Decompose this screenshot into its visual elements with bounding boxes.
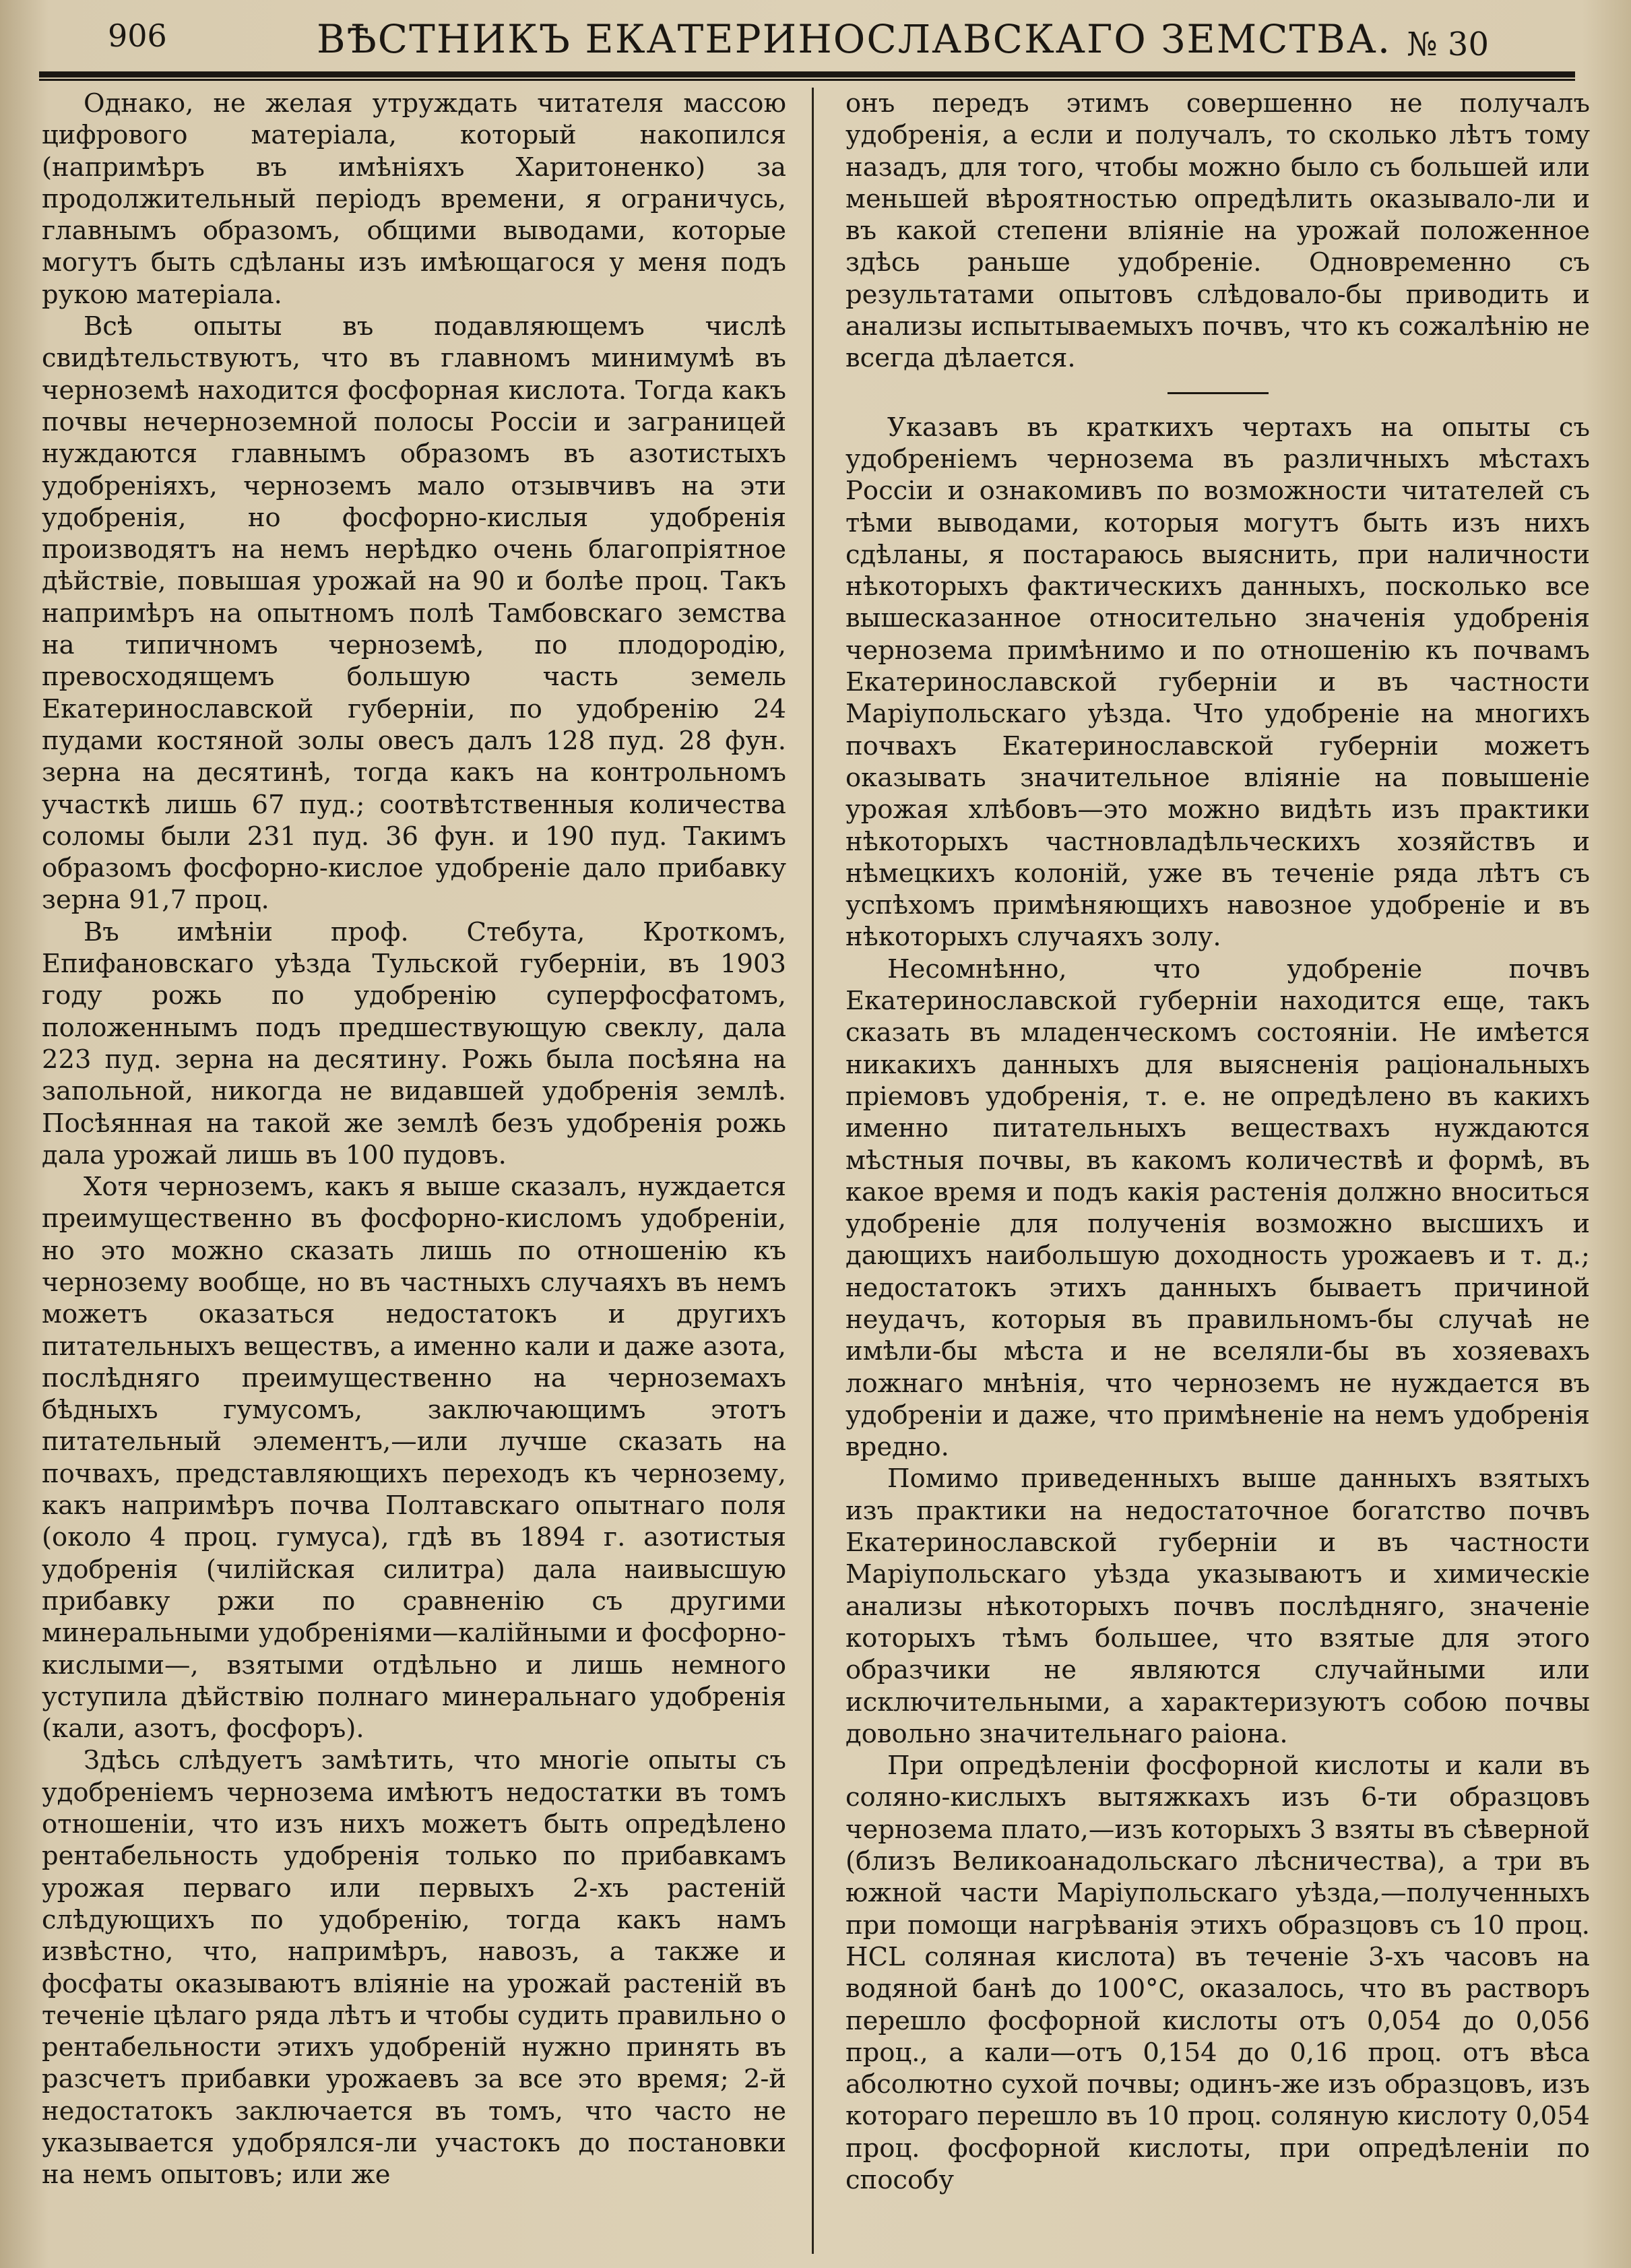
paragraph: Однако, не желая утруждать читателя массою цифрового матеріала, который накопился (напримѣръ въ имѣніяхъ Харитоненко) за продолжительный періодъ времени, я ограничусь, главнымъ образомъ, общими выводами, которые могутъ быть сдѣланы изъ имѣющагося у меня подъ рукою матеріала. <box>42 88 786 310</box>
paragraph: Здѣсь слѣдуетъ замѣтить, что многіе опыты съ удобреніемъ чернозема имѣютъ недостатки въ томъ отношеніи, что изъ нихъ можетъ быть опредѣлено рентабельность удобренія только по прибавкамъ урожая перваго или первыхъ 2-хъ растеній слѣдующихъ по удобренію, тогда какъ намъ извѣстно, что, напримѣръ, навозъ, а также и фосфаты оказываютъ вліяніе на урожай растеній въ теченіе цѣлаго ряда лѣтъ и чтобы судить правильно о рентабельности этихъ удобреній нужно принять въ разсчетъ прибавки урожаевъ за все это время; 2-й недостатокъ заключается въ томъ, что часто не указывается удобрялся-ли участокъ до постановки на немъ опытовъ; или же <box>42 1745 786 2191</box>
page-number: 906 <box>108 18 167 54</box>
right-column <box>845 88 1590 2254</box>
paragraph: Несомнѣнно, что удобреніе почвъ Екатеринославской губерніи находится еще, такъ сказать въ младенческомъ состояніи. Не имѣется никакихъ данныхъ для выясненія раціональныхъ пріемовъ удобренія, т. е. не опредѣлено въ какихъ именно питательныхъ веществахъ нуждаются мѣстныя почвы, въ какомъ количествѣ и формѣ, въ какое время и подъ какія растенія должно вноситься удобреніе для полученія возможно высшихъ и дающихъ наибольшую доходность урожаевъ и т. д.; недостатокъ этихъ данныхъ бываетъ причиной неудачъ, которыя въ правильномъ-бы случаѣ не имѣли-бы мѣста и не вселяли-бы въ хозяевахъ ложнаго мнѣнія, что черноземъ не нуждается въ удобреніи и даже, что примѣненіе на немъ удобренія вредно. <box>845 953 1590 1463</box>
journal-title: ВѢСТНИКЪ ЕКАТЕРИНОСЛАВСКАГО ЗЕМСТВА. <box>317 16 1392 62</box>
paragraph: Помимо приведенныхъ выше данныхъ взятыхъ изъ практики на недостаточное богатство почвъ Екатеринославской губерніи и въ частности Маріупольскаго уѣзда указываютъ и химическіе анализы нѣкоторыхъ почвъ послѣдняго, значеніе которыхъ тѣмъ большее, что взятые для этого образчики не являются случайными или исключительными, а характеризуютъ собою почвы довольно значительнаго раіона. <box>845 1463 1590 1749</box>
left-column <box>42 88 786 2254</box>
paragraph: Всѣ опыты въ подавляющемъ числѣ свидѣтельствуютъ, что въ главномъ минимумѣ въ черноземѣ находится фосфорная кислота. Тогда какъ почвы нечерноземной полосы Россіи и заграницей нуждаются главнымъ образомъ въ азотистыхъ удобреніяхъ, черноземъ мало отзывчивъ на эти удобренія, но фосфорно-кислыя удобренія производятъ на немъ нерѣдко очень благопріятное дѣйствіе, повышая урожай на 90 и болѣе проц. Такъ напримѣръ на опытномъ полѣ Тамбовскаго земства на типичномъ черноземѣ, по плодородію, превосходящемъ большую часть земель Екатеринославской губерніи, по удобренію 24 пудами костяной золы овесъ далъ 128 пуд. 28 фун. зерна на десятинѣ, тогда какъ на контрольномъ участкѣ лишь 67 пуд.; соотвѣтственныя количества соломы были 231 пуд. 36 фун. и 190 пуд. Такимъ образомъ фосфорно-кислое удобреніе дало прибавку зерна 91,7 проц. <box>42 311 786 916</box>
paragraph: Въ имѣніи проф. Стебута, Кроткомъ, Епифановскаго уѣзда Тульской губерніи, въ 1903 году рожь по удобренію суперфосфатомъ, положеннымъ подъ предшествующую свеклу, дала 223 пуд. зерна на десятину. Рожь была посѣяна на запольной, никогда не видавшей удобренія землѣ. Посѣянная на такой же землѣ безъ удобренія рожь дала урожай лишь въ 100 пудовъ. <box>42 916 786 1170</box>
issue-number: № 30 <box>1407 26 1489 63</box>
paragraph: Указавъ въ краткихъ чертахъ на опыты съ удобреніемъ чернозема въ различныхъ мѣстахъ Россіи и ознакомивъ по возможности читателей съ тѣми выводами, которыя могутъ быть изъ нихъ сдѣланы, я постараюсь выяснить, при наличности нѣкоторыхъ фактическихъ данныхъ, посколько все вышесказанное относительно значенія удобренія чернозема примѣнимо и по отношенію къ почвамъ Екатеринославской губерніи и въ частности Маріупольскаго уѣзда. Что удобреніе на многихъ почвахъ Екатеринославской губерніи можетъ оказывать значительное вліяніе на повышеніе урожая хлѣбовъ—это можно видѣть изъ практики нѣкоторыхъ частновладѣльческихъ хозяйствъ и нѣмецкихъ колоній, уже въ теченіе ряда лѣтъ съ успѣхомъ примѣняющихъ навозное удобреніе и въ нѣкоторыхъ случаяхъ золу. <box>845 412 1590 953</box>
column-divider <box>812 88 814 2254</box>
paragraph: Хотя черноземъ, какъ я выше сказалъ, нуждается преимущественно въ фосфорно-кисломъ удобреніи, но это можно сказать лишь по отношенію къ чернозему вообще, но въ частныхъ случаяхъ въ немъ можетъ оказаться недостатокъ и другихъ питательныхъ веществъ, а именно кали и даже азота, послѣдняго преимущественно на черноземахъ бѣдныхъ гумусомъ, заключающимъ этотъ питательный элементъ,—или лучше сказать на почвахъ, представляющихъ переходъ къ чернозему, какъ напримѣръ почва Полтавскаго опытнаго поля (около 4 проц. гумуса), гдѣ въ 1894 г. азотистыя удобренія (чилійская силитра) дала наивысшую прибавку ржи по сравненію съ другими минеральными удобреніями—калійными и фосфорно-кислыми—, взятыми отдѣльно и лишь немного уступила дѣйствію полнаго минеральнаго удобренія (кали, азотъ, фосфоръ). <box>42 1172 786 1744</box>
paragraph: онъ передъ этимъ совершенно не получалъ удобренія, а если и получалъ, то сколько лѣтъ тому назадъ, для того, чтобы можно было съ большей или меньшей вѣроятностью опредѣлить оказывало-ли и въ какой степени вліяніе на урожай положенное здѣсь раньше удобреніе. Одновременно съ результатами опытовъ слѣдовало-бы приводить и анализы испытываемыхъ почвъ, что къ сожалѣнію не всегда дѣлается. <box>845 88 1590 374</box>
header-rule <box>39 71 1575 81</box>
section-separator <box>1168 392 1269 394</box>
page-header <box>94 13 1502 67</box>
paragraph: При опредѣленіи фосфорной кислоты и кали въ соляно-кислыхъ вытяжкахъ изъ 6-ти образцовъ чернозема плато,—изъ которыхъ 3 взяты въ сѣверной (близъ Великоанадольскаго лѣсничества), а три въ южной части Маріупольскаго уѣзда,—полученныхъ при помощи нагрѣванія этихъ образцовъ съ 10 проц. HCL соляная кислота) въ теченіе 3-хъ часовъ на водяной банѣ до 100°C, оказалось, что въ растворъ перешло фосфорной кислоты отъ 0,054 до 0,056 проц., а кали—отъ 0,154 до 0,16 проц. отъ вѣса абсолютно сухой почвы; одинъ-же изъ образцовъ, изъ котораго перешло въ 10 проц. соляную кислоту 0,054 проц. фосфорной кислоты, при опредѣленіи по способу <box>845 1751 1590 2195</box>
